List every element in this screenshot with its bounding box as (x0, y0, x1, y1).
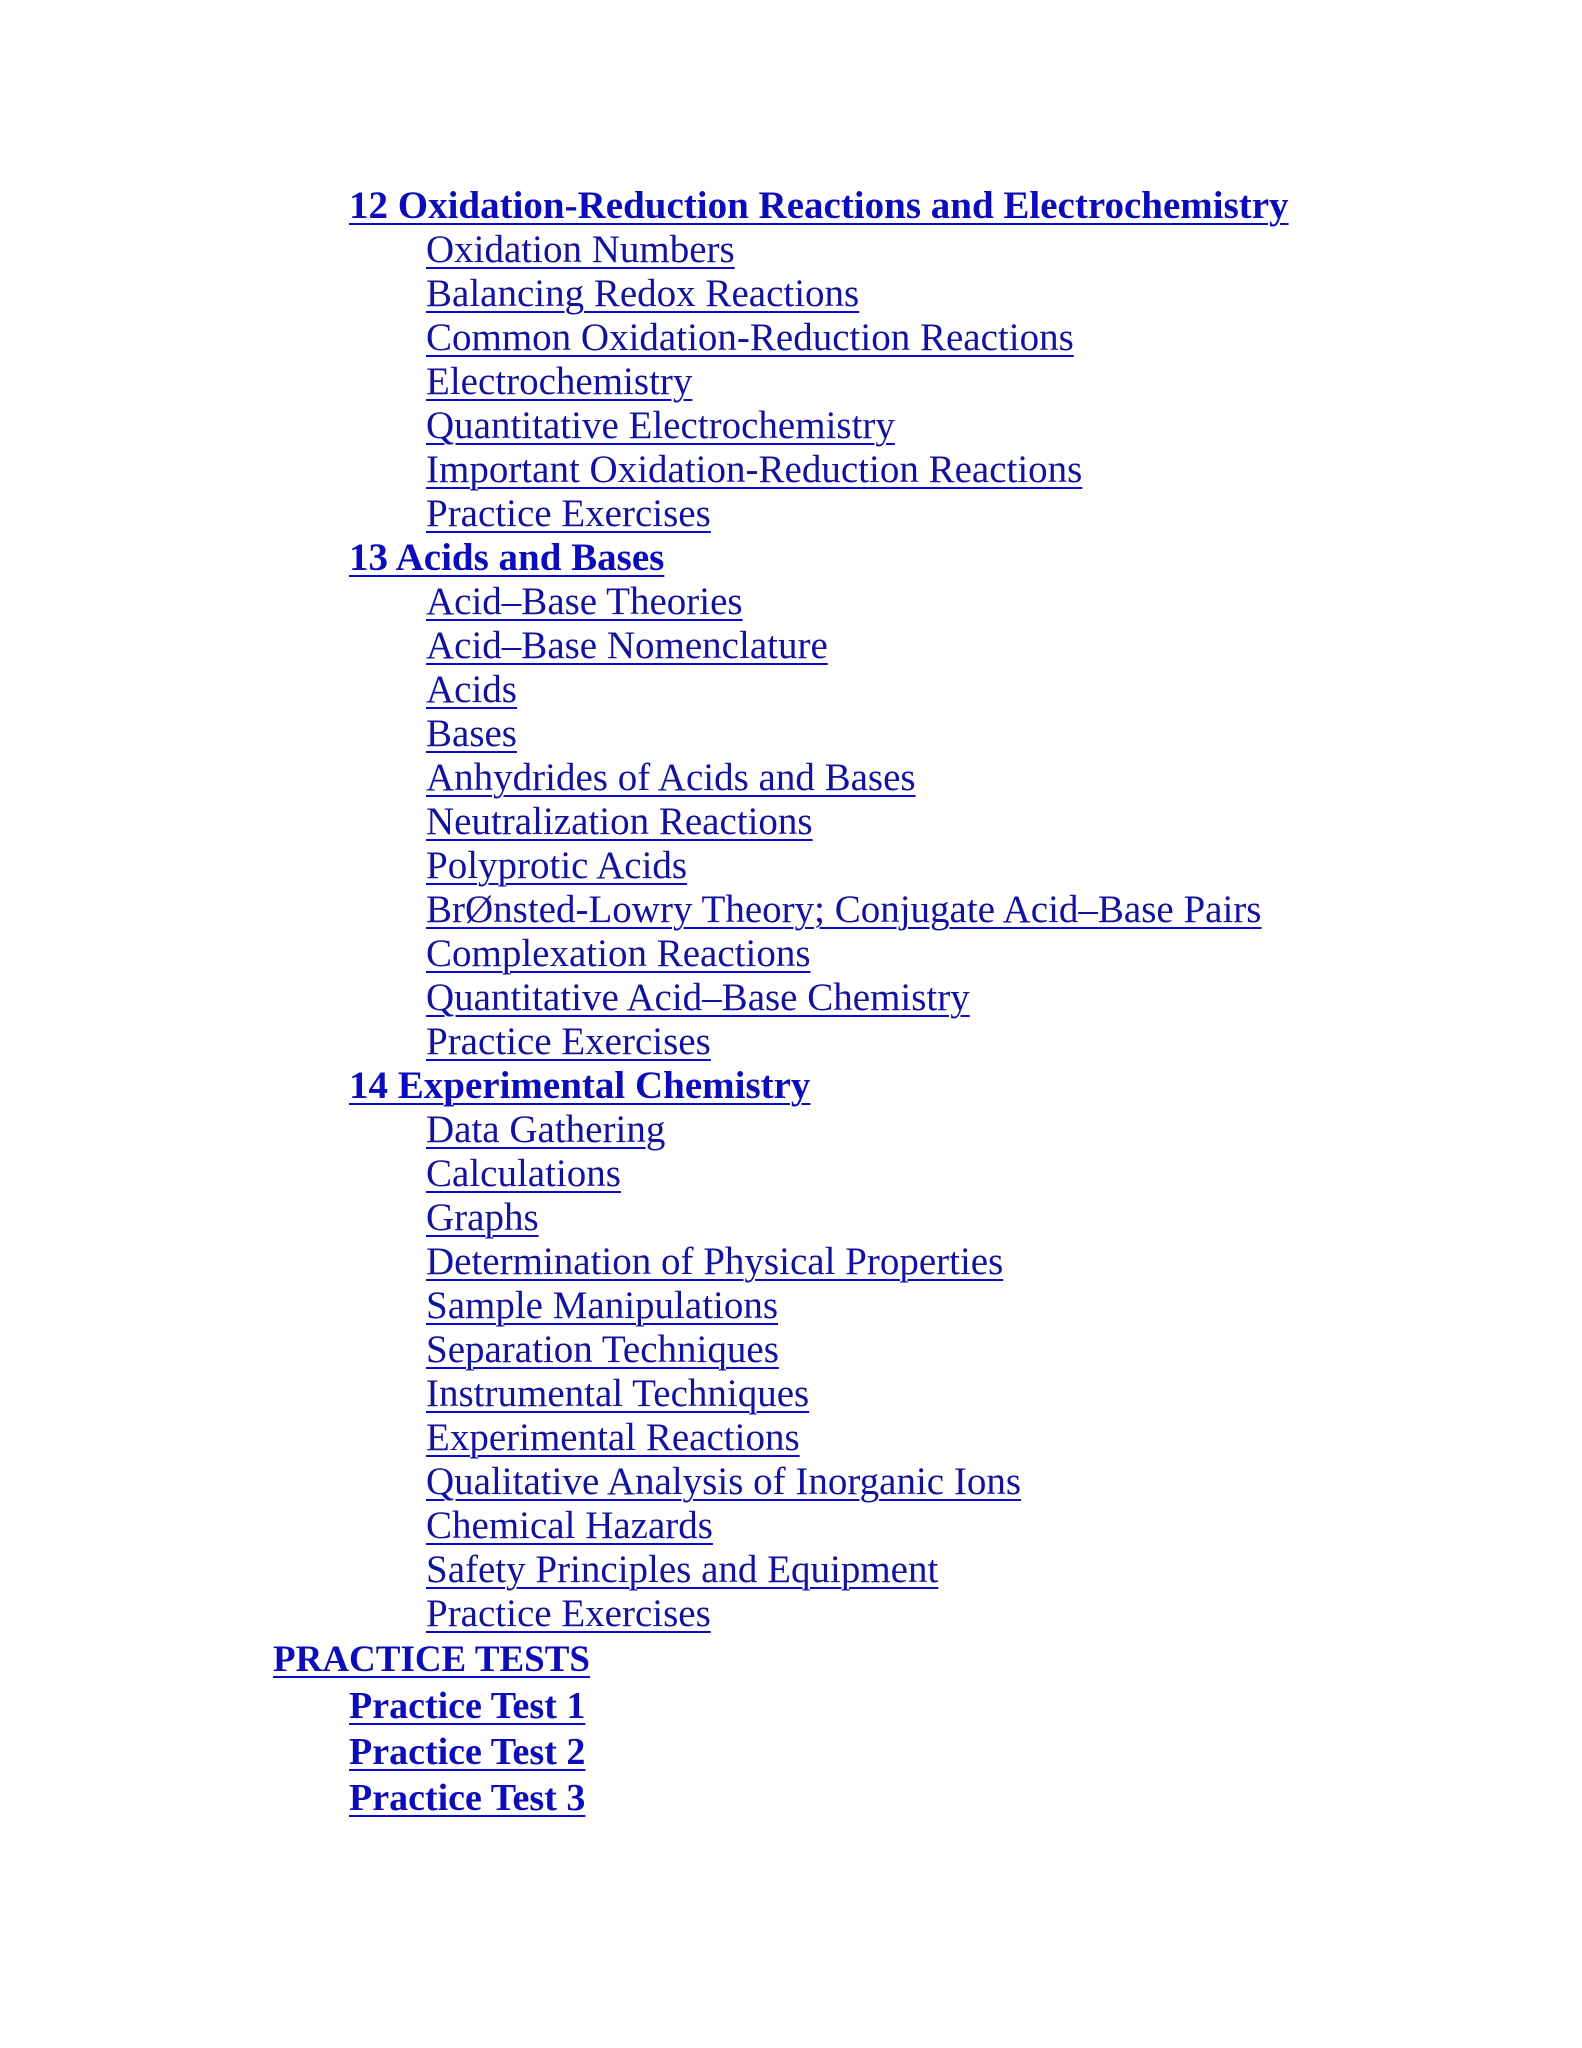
topic-link[interactable]: Bases (426, 712, 517, 755)
toc-topic (0, 1284, 1582, 1328)
toc-topic (0, 492, 1582, 536)
toc-topic (0, 668, 1582, 712)
topic-link[interactable]: Sample Manipulations (426, 1284, 779, 1327)
topic-link[interactable]: Practice Exercises (426, 1592, 711, 1635)
toc-practice-test (0, 1775, 1582, 1821)
toc-practice-test (0, 1683, 1582, 1729)
toc-topic (0, 1548, 1582, 1592)
toc-topic (0, 712, 1582, 756)
toc-topic (0, 1196, 1582, 1240)
topic-link[interactable]: Polyprotic Acids (426, 844, 688, 887)
toc-topic (0, 1108, 1582, 1152)
toc-topic (0, 1504, 1582, 1548)
toc-topic (0, 448, 1582, 492)
topic-link[interactable]: Complexation Reactions (426, 932, 811, 975)
toc-topic (0, 624, 1582, 668)
toc-topic (0, 580, 1582, 624)
toc-topic (0, 976, 1582, 1020)
topic-link[interactable]: Oxidation Numbers (426, 228, 735, 271)
toc-topic (0, 404, 1582, 448)
topic-link[interactable]: BrØnsted-Lowry Theory; Conjugate Acid–Base Pairs (426, 888, 1262, 931)
toc-chapter-13 (0, 536, 1582, 580)
topic-link[interactable]: Data Gathering (426, 1108, 666, 1151)
table-of-contents (0, 184, 1582, 1821)
practice-test-link[interactable]: Practice Test 2 (349, 1731, 586, 1773)
toc-part-practice-tests (0, 1637, 1582, 1683)
topic-link[interactable]: Experimental Reactions (426, 1416, 800, 1459)
toc-topic (0, 1416, 1582, 1460)
topic-link[interactable]: Acid–Base Theories (426, 580, 743, 623)
toc-topic (0, 228, 1582, 272)
toc-topic (0, 756, 1582, 800)
topic-link[interactable]: Determination of Physical Properties (426, 1240, 1004, 1283)
chapter-link[interactable]: 12 Oxidation-Reduction Reactions and Electrochemistry (349, 184, 1289, 227)
toc-chapter-14 (0, 1064, 1582, 1108)
topic-link[interactable]: Acids (426, 668, 517, 711)
practice-tests-link[interactable]: PRACTICE TESTS (273, 1639, 591, 1680)
toc-practice-test (0, 1729, 1582, 1775)
topic-link[interactable]: Quantitative Acid–Base Chemistry (426, 976, 970, 1019)
topic-link[interactable]: Common Oxidation-Reduction Reactions (426, 316, 1074, 359)
chapter-link[interactable]: 14 Experimental Chemistry (349, 1064, 811, 1107)
toc-topic (0, 1240, 1582, 1284)
topic-link[interactable]: Separation Techniques (426, 1328, 779, 1371)
toc-topic (0, 1460, 1582, 1504)
toc-topic (0, 800, 1582, 844)
topic-link[interactable]: Quantitative Electrochemistry (426, 404, 895, 447)
practice-test-link[interactable]: Practice Test 3 (349, 1777, 586, 1819)
topic-link[interactable]: Important Oxidation-Reduction Reactions (426, 448, 1083, 491)
topic-link[interactable]: Practice Exercises (426, 1020, 711, 1063)
chapter-link[interactable]: 13 Acids and Bases (349, 536, 665, 579)
toc-topic (0, 316, 1582, 360)
toc-topic (0, 844, 1582, 888)
topic-link[interactable]: Practice Exercises (426, 492, 711, 535)
toc-topic (0, 1328, 1582, 1372)
toc-topic (0, 272, 1582, 316)
practice-test-link[interactable]: Practice Test 1 (349, 1685, 586, 1727)
toc-topic (0, 1152, 1582, 1196)
topic-link[interactable]: Chemical Hazards (426, 1504, 713, 1547)
topic-link[interactable]: Electrochemistry (426, 360, 693, 403)
toc-topic (0, 932, 1582, 976)
toc-chapter-12 (0, 184, 1582, 228)
topic-link[interactable]: Qualitative Analysis of Inorganic Ions (426, 1460, 1021, 1503)
topic-link[interactable]: Graphs (426, 1196, 539, 1239)
topic-link[interactable]: Safety Principles and Equipment (426, 1548, 939, 1591)
toc-topic (0, 1020, 1582, 1064)
toc-topic (0, 888, 1582, 932)
topic-link[interactable]: Instrumental Techniques (426, 1372, 810, 1415)
toc-topic (0, 1592, 1582, 1636)
toc-topic (0, 1372, 1582, 1416)
topic-link[interactable]: Neutralization Reactions (426, 800, 813, 843)
topic-link[interactable]: Balancing Redox Reactions (426, 272, 860, 315)
topic-link[interactable]: Calculations (426, 1152, 621, 1195)
toc-topic (0, 360, 1582, 404)
topic-link[interactable]: Acid–Base Nomenclature (426, 624, 828, 667)
topic-link[interactable]: Anhydrides of Acids and Bases (426, 756, 916, 799)
